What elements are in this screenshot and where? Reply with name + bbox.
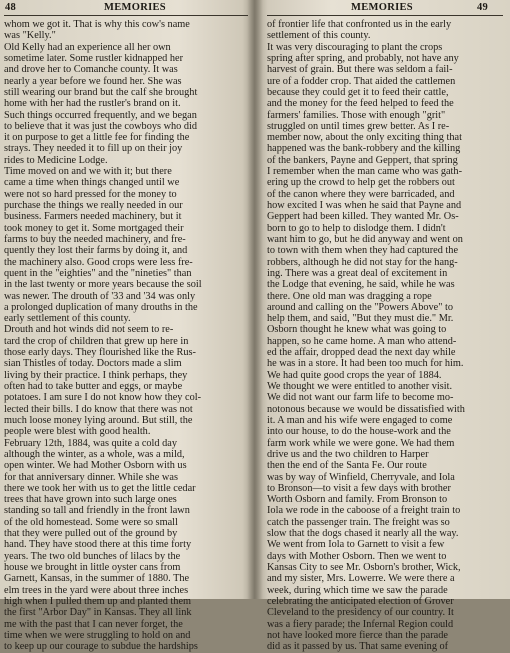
- text-line: was by way of Winfield, Cherryvale, and Iola: [267, 471, 455, 483]
- text-line: did as it passed by us. That same evening of: [267, 641, 449, 653]
- text-line: purchase the things we really needed in our: [4, 200, 183, 211]
- text-line: lected their bills. I do know that there was not: [4, 403, 193, 415]
- text-line: Drouth and hot winds did not seem to re-: [4, 324, 174, 336]
- text-line: was newer. The drouth of '33 and '34 was only: [4, 290, 196, 302]
- text-line: quently they lost their farms by doing it, and: [4, 245, 188, 257]
- text-line: Such things occurred frequently, and we began: [4, 109, 197, 121]
- text-line: Geppert had been killed. They wanted Mr. Os-: [267, 211, 459, 223]
- text-line: sian Thistles of today. Doctors made a slim: [4, 358, 182, 370]
- text-line: living by their practice. I think perhaps, they: [4, 369, 188, 381]
- text-line: farmers' families. Those with enough "grit": [267, 109, 446, 121]
- text-line: the machinery also. Good crops were less fre-: [4, 256, 193, 268]
- left-header-rule: [4, 15, 248, 16]
- text-line: Cleveland to the presidency of our country. It: [267, 607, 454, 619]
- text-line: drive us and the two children to Harper: [267, 448, 429, 460]
- text-line: nearly a year before we found her. She was: [4, 75, 182, 87]
- text-line: week, during which time we saw the parade: [267, 584, 448, 596]
- text-line: to believe that it was just the cowboys who did: [4, 120, 198, 132]
- text-line: often had to take butter and eggs, or maybe: [4, 381, 183, 392]
- text-line: farm work while we were gone. We had them: [267, 437, 455, 449]
- text-line: member now, about the only exciting thing that: [267, 132, 462, 144]
- text-line: February 12th, 1884, was quite a cold day: [4, 437, 178, 449]
- right-page: [255, 0, 510, 653]
- text-line: then the end of the Santa Fe. Our route: [267, 460, 427, 472]
- right-running-head: MEMORIES: [351, 2, 413, 13]
- text-line: it. A man and his wife were engaged to come: [267, 414, 453, 426]
- left-page-number: 48: [5, 2, 17, 13]
- text-line: how excited I was when he said that Payne and: [267, 200, 462, 211]
- text-line: I remember when the man came who was gath-: [267, 166, 462, 178]
- text-line: of the bankers, Payne and Geppert, that spring: [267, 154, 458, 166]
- text-line: people were blest with good health.: [4, 426, 151, 438]
- text-line: settlement of this county.: [267, 30, 371, 42]
- text-line: harvest of grain. But there was seldom a fail-: [267, 64, 453, 76]
- text-line: Garnett, Kansas, in the summer of 1880. The: [4, 573, 190, 585]
- text-line: years. The two old bunches of lilacs by the: [4, 550, 181, 562]
- text-line: into our house, to do the house-work and the: [267, 426, 451, 438]
- text-line: open winter. We had Mother Osborn with us: [4, 460, 187, 472]
- text-line: want him to go, but he did anyway and went on: [267, 233, 463, 245]
- text-line: tard the crop of children that grew up here in: [4, 335, 189, 347]
- text-line: Iola we rode in the caboose of a freight train to: [267, 505, 461, 517]
- right-header-rule: [267, 15, 503, 16]
- text-line: ure of a fodder crop. That aided the cattlemen: [267, 75, 456, 87]
- text-line: that they were pulled out of the ground by: [4, 528, 178, 540]
- text-line: in the last twenty or more years because the soil: [4, 279, 202, 291]
- text-line: slow that the dogs chased it nearly all the way.: [267, 528, 459, 540]
- text-line: early settlement of this county.: [4, 313, 131, 325]
- right-page-number: 49: [477, 2, 489, 13]
- text-line: to town with them when they had captured the: [267, 245, 459, 257]
- text-line: the Lodge that evening, he said, while he was: [267, 279, 455, 291]
- text-line: We thought we were entitled to another visit.: [267, 381, 453, 392]
- text-line: was a fiery parade; the Infernal Region could: [267, 618, 454, 630]
- text-line: Old Kelly had an experience all her own: [4, 41, 171, 53]
- text-line: there. One old man was dragging a rope: [267, 290, 432, 302]
- text-line: a prolonged duplication of many drouths in the: [4, 301, 198, 313]
- text-line: ed the affair, dropped dead the next day while: [267, 347, 456, 359]
- text-line: quent in the "eighties" and the "nineties" than: [4, 267, 192, 279]
- text-line: happened was the bank-robbery and the killing: [267, 143, 461, 155]
- text-line: celebrating the anticipated election of Grover: [267, 595, 454, 607]
- text-line: We did not want our farm life to become mo-: [267, 392, 454, 404]
- left-running-head: MEMORIES: [104, 2, 166, 13]
- text-line: time when we were struggling to hold on and: [4, 629, 191, 641]
- text-line: of the canon where they were barricaded, and: [267, 188, 455, 200]
- text-line: It was very discouraging to plant the crops: [267, 41, 443, 53]
- text-line: of the old homestead. Some were so small: [4, 516, 178, 528]
- text-line: it on purpose to get a little fee for finding the: [4, 132, 190, 144]
- text-line: We went from Iola to Garnett to visit a few: [267, 539, 445, 551]
- text-line: home with her had the rustler's brand on it.: [4, 98, 181, 110]
- text-line: hand. They have stood there at this time forty: [4, 539, 192, 551]
- text-line: strays. They needed it to fill up on their joy: [4, 143, 183, 155]
- text-line: for that anniversary dinner. While she was: [4, 471, 178, 483]
- text-line: rides to Medicine Lodge.: [4, 154, 108, 166]
- text-line: Worth Osborn and family. From Bronson to: [267, 494, 448, 506]
- text-line: Time moved on and we with it; but there: [4, 166, 172, 178]
- text-line: help them, and said, "But they must die." Mr.: [267, 313, 454, 325]
- text-line: struggled on until times grew better. As I re-: [267, 120, 450, 132]
- text-line: to keep up our courage to subdue the hardships: [4, 641, 198, 653]
- text-line: whom we got it. That is why this cow's name: [4, 19, 190, 30]
- text-line: farms to buy the needed machinery, and fre-: [4, 233, 186, 245]
- right-page-header: [255, 2, 510, 16]
- text-line: Kansas City to see Mr. Osborn's brother, Wick,: [267, 562, 461, 573]
- text-line: happen, so he came home. A man who attend-: [267, 335, 457, 347]
- text-line: me with the past that I can never forget, the: [4, 618, 183, 630]
- text-line: were not so hard pressed for the money to: [4, 188, 177, 200]
- text-line: We had quite good crops the year of 1884.: [267, 369, 442, 381]
- text-line: was "Kelly.": [4, 30, 56, 42]
- right-body-text: [267, 19, 507, 653]
- text-line: ing. There was a great deal of excitement in: [267, 267, 448, 279]
- text-line: although the winter, as a whole, was a mild,: [4, 448, 185, 460]
- text-line: Osborn thought he knew what was going to: [267, 324, 447, 336]
- text-line: much loose money lying around. But still, the: [4, 414, 193, 426]
- text-line: to Bronson—to visit a few days with brother: [267, 482, 451, 494]
- text-line: he was in a store. It had been too much for him.: [267, 358, 464, 370]
- text-line: robbers, although he did not stay for the hang-: [267, 256, 458, 268]
- text-line: standing so tall and friendly in the front lawn: [4, 505, 190, 517]
- text-line: high when I pulled them up and planted them: [4, 595, 192, 607]
- text-line: around and calling on the "Powers Above" to: [267, 301, 453, 313]
- text-line: catch the passenger train. The freight was so: [267, 516, 450, 528]
- left-body-text: [4, 19, 250, 653]
- text-line: still wearing our brand but the calf she brought: [4, 86, 198, 98]
- text-line: took money to get it. Some mortgaged their: [4, 222, 184, 234]
- text-line: ering up the crowd to help get the robbers out: [267, 177, 455, 189]
- text-line: trees that have grown into such large ones: [4, 494, 177, 506]
- text-line: spring after spring, and probably, not have any: [267, 52, 459, 64]
- text-line: elm trees in the yard were about three inches: [4, 584, 189, 596]
- text-line: because they could get it to feed their cattle,: [267, 86, 449, 98]
- text-line: house we brought in little oyster cans from: [4, 562, 181, 573]
- book-gutter: [247, 0, 263, 599]
- left-page-header: [0, 2, 255, 16]
- text-line: and drove her to Comanche county. It was: [4, 64, 178, 76]
- text-line: notonous because we would be dissatisfied with: [267, 403, 465, 415]
- text-line: not have looked more fierce than the parade: [267, 629, 448, 641]
- text-line: business. Farmers needed machinery, but it: [4, 211, 182, 223]
- text-line: came a time when things changed until we: [4, 177, 180, 189]
- text-line: days with Mother Osborn. Then we went to: [267, 550, 447, 562]
- text-line: born to go to help to dislodge them. I didn't: [267, 222, 446, 234]
- text-line: of frontier life that confronted us in the early: [267, 19, 452, 30]
- text-line: and the money for the feed helped to feed the: [267, 98, 454, 110]
- text-line: and my sister, Mrs. Lowerre. We were there a: [267, 573, 455, 585]
- text-line: the first "Arbor Day" in Kansas. They all link: [4, 607, 192, 619]
- text-line: those early days. They flourished like the Rus-: [4, 347, 196, 359]
- text-line: potatoes. I am sure I do not know how they col-: [4, 392, 202, 404]
- text-line: sometime later. Some rustler kidnapped her: [4, 52, 184, 64]
- text-line: there we took her with us to get the little cedar: [4, 482, 196, 494]
